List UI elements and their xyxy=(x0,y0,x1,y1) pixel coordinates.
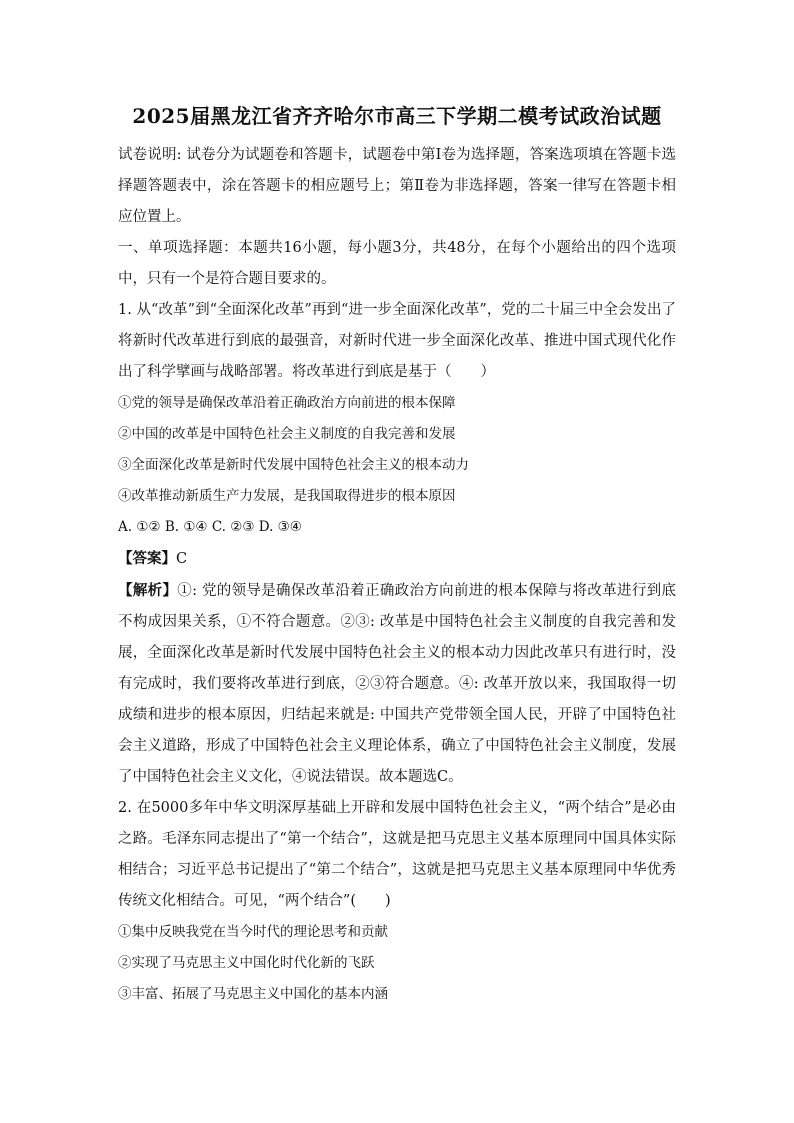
section-heading: 一、单项选择题：本题共16小题，每小题3分，共48分，在每个小题给出的四个选项中，只有一个是符合题目要求的。 xyxy=(118,240,676,287)
option-3: ③全面深化改革是新时代发展中国特色社会主义的根本动力 xyxy=(118,457,469,473)
analysis xyxy=(118,575,676,793)
option-1: ①党的领导是确保改革沿着正确政治方向前进的根本保障 xyxy=(118,395,456,411)
exam-instructions: 试卷说明: 试卷分为试题卷和答题卡，试题卷中第Ⅰ卷为选择题，答案选项填在答题卡选择题答题表中，涂在答题卡的相应题号上；第Ⅱ卷为非选择题，答案一律写在答题卡相应位置上。 xyxy=(118,147,676,225)
option-2: ②中国的改革是中国特色社会主义制度的自我完善和发展 xyxy=(118,426,456,442)
option-4: ④改革推动新质生产力发展，是我国取得进步的根本原因 xyxy=(118,488,456,504)
answer-line xyxy=(118,543,676,575)
question-stem: 2. 在5000多年中华文明深厚基础上开辟和发展中国特色社会主义，“两个结合”是必由之路。毛泽东同志提出了“第一个结合”，这就是把马克思主义基本原理同中国具体实际相结合；习近平总书记提出了“第二个结合”，这就是把马克思主义基本原理同中华优秀传统文化相结合。可见，“两个结合”( ) xyxy=(118,800,676,909)
analysis-label: 【解析】 xyxy=(118,582,178,599)
option-2: ②实现了马克思主义中国化时代化新的飞跃 xyxy=(118,955,375,971)
question-2 xyxy=(118,793,676,1010)
option-1: ①集中反映我党在当今时代的理论思考和贡献 xyxy=(118,924,388,940)
answer-value: C xyxy=(176,551,188,567)
question-stem: 1. 从“改革”到“全面深化改革”再到“进一步全面深化改革”，党的二十届三中全会发出了将新时代改革进行到底的最强音，对新时代进一步全面深化改革、推进中国式现代化作出了科学擘画与战略部署。将改革进行到底是基于（ ） xyxy=(118,302,676,380)
page-title: 2025届黑龙江省齐齐哈尔市高三下学期二模考试政治试题 xyxy=(132,104,662,128)
analysis-text: ①: 党的领导是确保改革沿着正确政治方向前进的根本保障与将改革进行到底不构成因果关系，①不符合题意。②③: 改革是中国特色社会主义制度的自我完善和发展，全面深化改革是新时代发展中国特色社会主义的根本动力因此改革只有进行时，没有完成时，我们要将改革进行到底，②③符合题意。④: 改革开放以来，我国取得一切成绩和进步的根本原因，归结起来就是: 中国共产党带领全国人民，开辟了中国特色社会主义道路，形成了中国特色社会主义理论体系，确立了中国特色社会主义制度，发展了中国特色社会主义文化，④说法错误。故本题选C。 xyxy=(118,583,676,785)
question-1 xyxy=(118,295,676,793)
answer-choices: A. ①② B. ①④ C. ②③ D. ③④ xyxy=(118,519,302,535)
option-3: ③丰富、拓展了马克思主义中国化的基本内涵 xyxy=(118,986,388,1002)
answer-label: 【答案】 xyxy=(118,550,176,567)
